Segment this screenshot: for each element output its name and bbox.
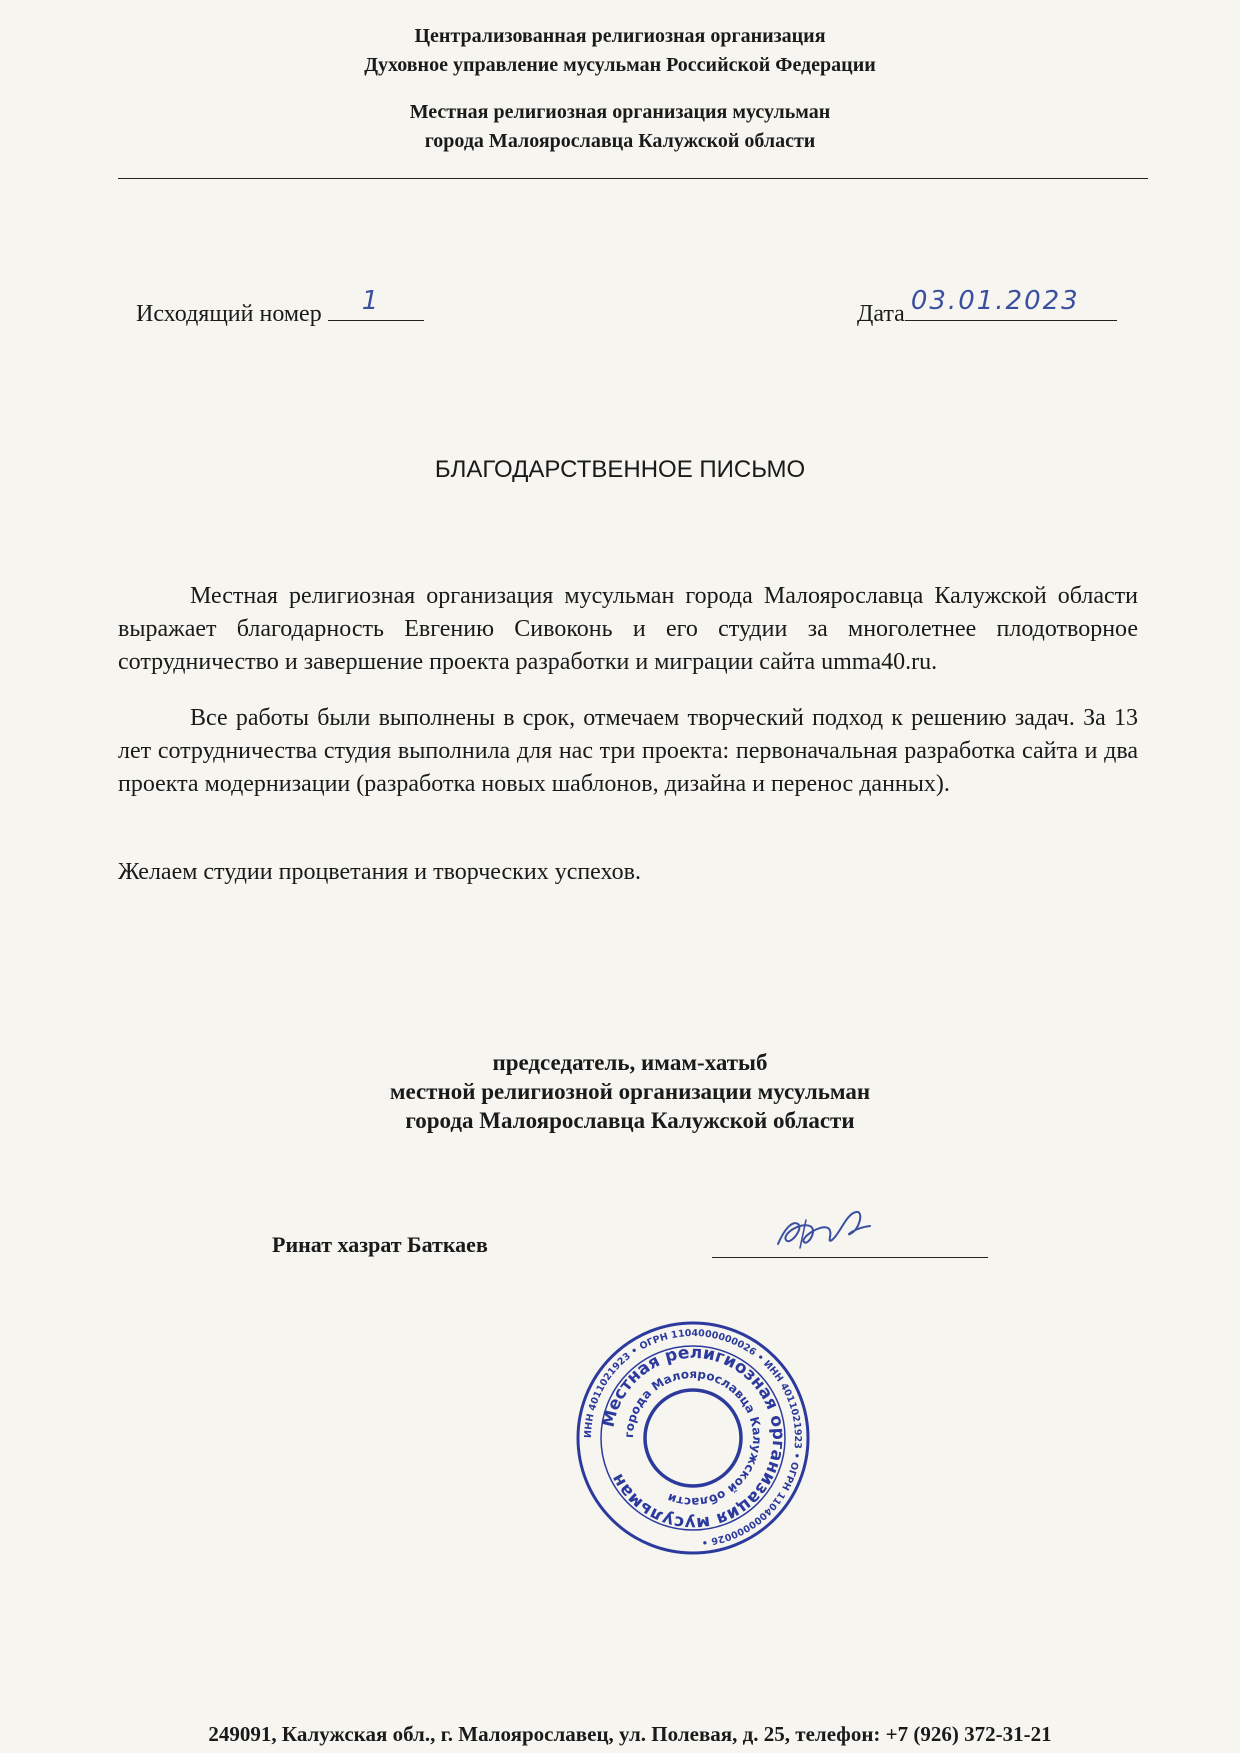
stamp-outer-text: ИНН 4011021923 • ОГРН 1104000000026 • ИНН 4011021923 • ОГРН 1104000000026 • (582, 1327, 804, 1548)
footer-address: 249091, Калужская обл., г. Малоярославец, ул. Полевая, д. 25, телефон: +7 (926) 372-31-21 (208, 1722, 1052, 1746)
letterhead-line-2: Духовное управление мусульман Российской Федерации (364, 54, 876, 76)
letterhead-line-4: города Малоярославца Калужской области (424, 130, 816, 152)
handwritten-signature (770, 1200, 880, 1264)
outgoing-number (136, 286, 424, 328)
header-divider (118, 178, 1148, 179)
signatory-line-1: председатель, имам-хатыб (492, 1050, 768, 1075)
body-paragraph-2: Все работы были выполнены в срок, отмечаем творческий подход к решению задач. За 13 лет сотрудничества студия выполнила для нас три проекта: первоначальная разработка сайта и два проекта модернизации (разработка новых шаблонов, дизайна и перенос данных). (118, 705, 1138, 797)
letterhead-federal (0, 22, 1240, 80)
letterhead-line-1: Централизованная религиозная организация (414, 25, 826, 47)
date-field (857, 286, 1117, 328)
document-title: БЛАГОДАРСТВЕННОЕ ПИСЬМО (434, 456, 806, 483)
signatory-name: Ринат хазрат Баткаев (272, 1232, 488, 1257)
body-paragraph-3: Желаем студии процветания и творческих успехов. (118, 859, 641, 885)
date-label: Дата (857, 301, 905, 327)
body-paragraph-1: Местная религиозная организация мусульман города Малоярославца Калужской области выражает благодарность Евгению Сивоконь и его студии за многолетнее плодотворное сотрудничество и завершение проекта разработки и миграции сайта umma40.ru. (118, 583, 1138, 675)
date-value: 03.01.2023 (910, 286, 1080, 316)
outgoing-number-blank (328, 286, 424, 321)
letterhead-line-3: Местная религиозная организация мусульман (409, 101, 831, 123)
stamp-inner-text: города Малоярославца Калужской области (621, 1366, 765, 1510)
outgoing-number-value: 1 (361, 286, 381, 316)
date-blank (905, 286, 1117, 321)
letterhead-local (0, 98, 1240, 156)
stamp-inner-ring (645, 1390, 741, 1486)
official-stamp (573, 1318, 813, 1558)
signatory-position (0, 1048, 1240, 1135)
signatory-line-3: города Малоярославца Калужской области (405, 1108, 855, 1133)
outgoing-number-label: Исходящий номер (136, 301, 322, 327)
signatory-line-2: местной религиозной организации мусульман (389, 1079, 871, 1104)
stamp-middle-text: Местная религиозная организация мусульман (598, 1342, 789, 1534)
